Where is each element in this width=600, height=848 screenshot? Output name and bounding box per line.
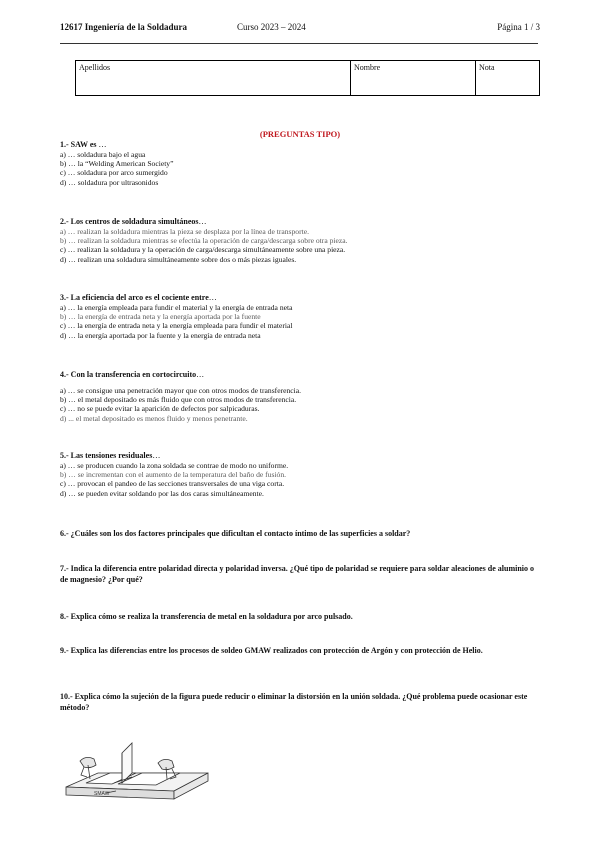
question-10: 10.- Explica cómo la sujeción de la figura puede reducir o eliminar la distorsión en la unión soldada. ¿Qué problema puede ocasionar este método? <box>60 692 528 713</box>
option-b: b) … la “Welding American Society” <box>60 159 174 169</box>
question-6: 6.- ¿Cuáles son los dos factores principales que dificultan el contacto íntimo de las superficies a soldar? <box>60 529 411 538</box>
nota-field[interactable]: Nota <box>476 61 540 96</box>
option-a: a) … realizan la soldadura mientras la pieza se desplaza por la línea de transporte. <box>60 226 310 236</box>
option-a: a) … soldadura bajo el agua <box>60 149 146 159</box>
section-title: (PREGUNTAS TIPO) <box>259 129 341 139</box>
apellidos-field[interactable]: Apellidos <box>76 61 351 96</box>
nombre-field[interactable]: Nombre <box>351 61 476 96</box>
header-divider <box>60 43 538 44</box>
option-a: a) … la energía empleada para fundir el material y la energía de entrada neta <box>60 302 293 312</box>
course-title: 12617 Ingeniería de la Soldadura <box>60 22 188 32</box>
figure-label: SMAW <box>94 791 110 797</box>
option-d: d) … se pueden evitar soldando por las dos caras simultáneamente. <box>60 488 264 498</box>
option-b: b) … se incrementan con el aumento de la temperatura del baño de fusión. <box>60 470 287 480</box>
question-stem: 5.- Las tensiones residuales… <box>60 451 161 460</box>
option-a: a) … se producen cuando la zona soldada se contrae de modo no uniforme. <box>60 460 289 470</box>
student-id-table <box>75 60 540 96</box>
question-7: 7.- Indica la diferencia entre polaridad directa y polaridad inversa. ¿Qué tipo de polaridad se requiere para soldar aleaciones de aluminio o de magnesio? ¿Por qué? <box>60 564 535 585</box>
question-3 <box>60 294 538 340</box>
option-d: d) … soldadura por ultrasonidos <box>60 177 159 187</box>
page-number: Página 1 / 3 <box>497 22 540 32</box>
question-9: 9.- Explica las diferencias entre los procesos de soldeo GMAW realizados con protección de Argón y con protección de Helio. <box>60 646 483 655</box>
option-c: c) … la energía de entrada neta y la energía empleada para fundir el material <box>60 321 293 331</box>
option-d: d) ... el metal depositado es menos fluido y menos penetrante. <box>60 413 248 423</box>
page-header <box>60 22 540 36</box>
question-stem: 4.- Con la transferencia en cortocircuito… <box>60 370 205 379</box>
option-b: b) … realizan la soldadura mientras se efectúa la operación de carga/descarga sobre otra pieza. <box>60 236 348 246</box>
question-stem: 1.- SAW es … <box>60 140 107 149</box>
course-year: Curso 2023 – 2024 <box>237 22 306 32</box>
option-c: c) … provocan el pandeo de las secciones transversales de una viga corta. <box>60 479 285 489</box>
question-8: 8.- Explica cómo se realiza la transferencia de metal en la soldadura por arco pulsado. <box>60 612 353 621</box>
option-d: d) … realizan una soldadura simultáneamente sobre dos o más piezas iguales. <box>60 254 297 264</box>
option-a: a) … se consigue una penetración mayor que con otros modos de transferencia. <box>60 385 302 395</box>
option-c: c) … no se puede evitar la aparición de defectos por salpicaduras. <box>60 404 260 414</box>
option-c: c) … soldadura por arco sumergido <box>60 168 168 178</box>
option-b: b) … la energía de entrada neta y la energía aportada por la fuente <box>60 312 261 322</box>
welding-clamp-figure <box>62 733 210 807</box>
option-d: d) … la energía aportada por la fuente y la energía de entrada neta <box>60 330 261 340</box>
option-c: c) … realizan la soldadura y la operación de carga/descarga simultáneamente sobre una pieza. <box>60 245 346 255</box>
question-stem: 2.- Los centros de soldadura simultáneos… <box>60 217 207 226</box>
question-1 <box>60 141 538 187</box>
option-b: b) … el metal depositado es más fluido que con otros modos de transferencia. <box>60 395 297 405</box>
question-4 <box>60 371 538 423</box>
question-stem: 3.- La eficiencia del arco es el cociente entre… <box>60 293 217 302</box>
question-5 <box>60 452 538 498</box>
question-2 <box>60 218 538 264</box>
